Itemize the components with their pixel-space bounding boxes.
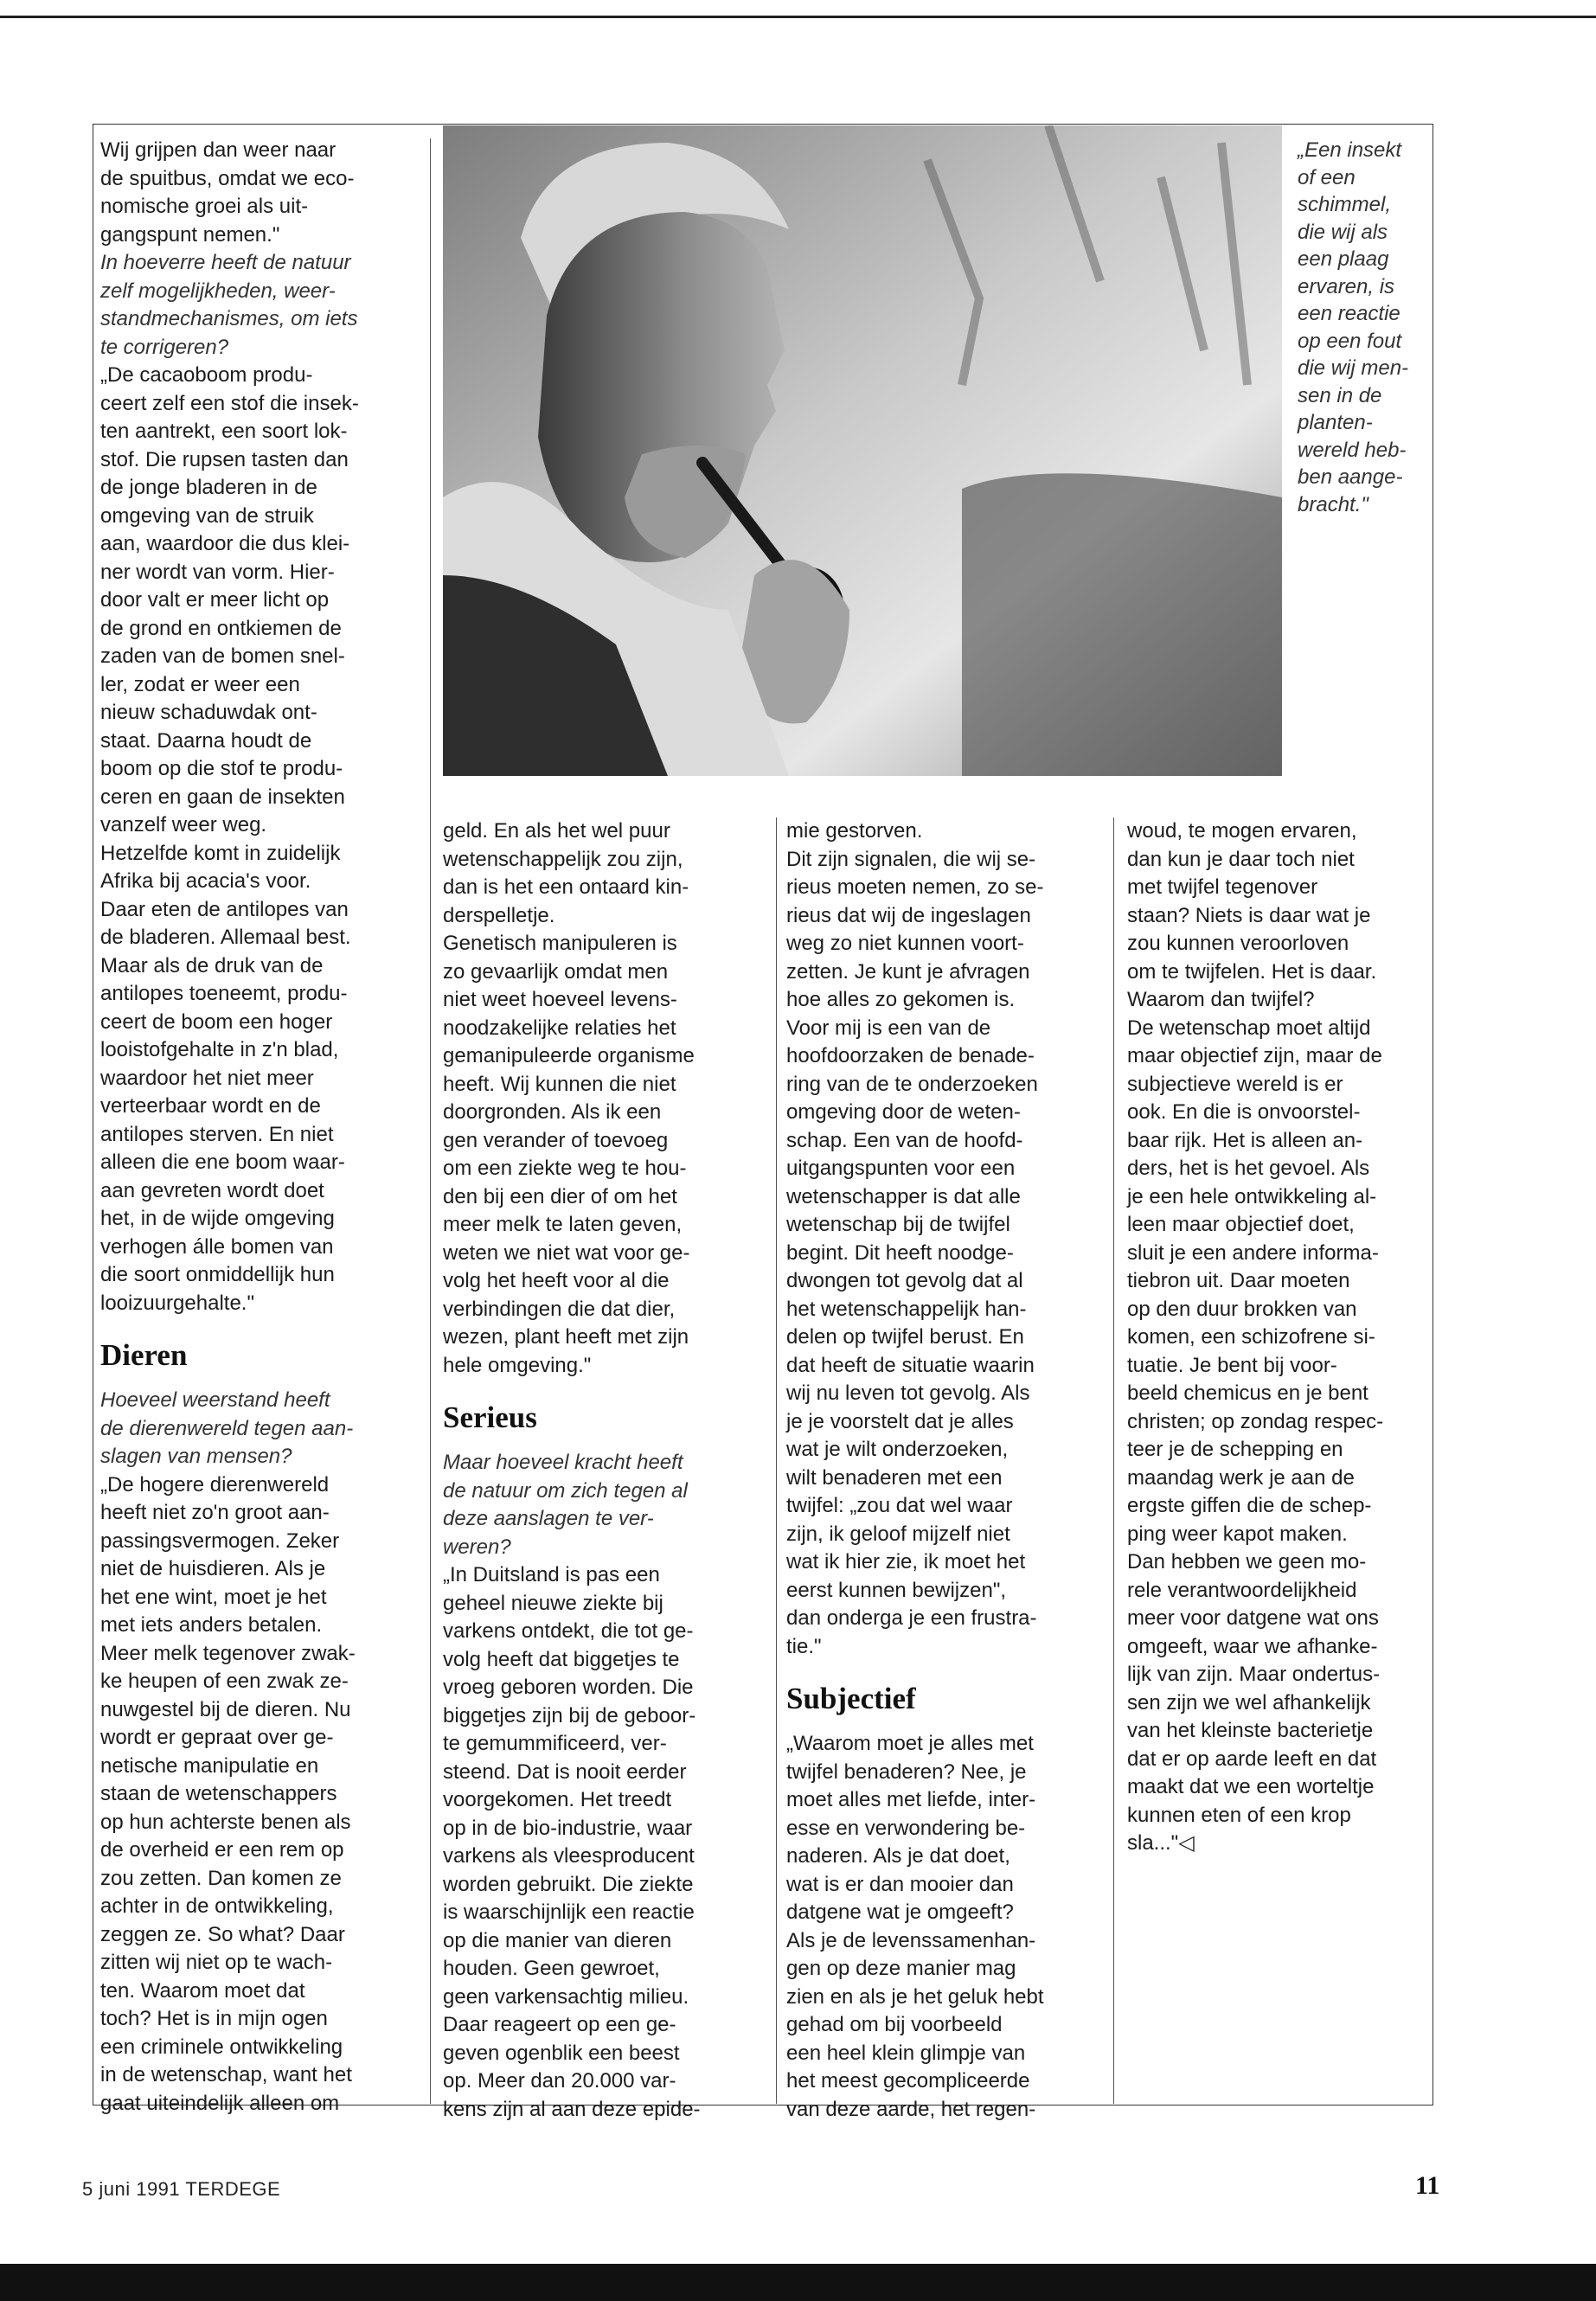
text-line: je een hele ontwikkeling al-: [1127, 1184, 1377, 1208]
text-line: het ene wint, moet je het: [100, 1585, 327, 1609]
text-line: wordt er gepraat over ge-: [100, 1726, 334, 1749]
text-line: gen op deze manier mag: [786, 1957, 1016, 1980]
text-line: vanzelf weer weg.: [100, 813, 267, 836]
text-line: volg heeft dat biggetjes te: [443, 1647, 680, 1671]
text-line: naderen. Als je dat doet,: [786, 1844, 1010, 1868]
text-line: de bladeren. Allemaal best.: [100, 926, 351, 949]
pull-quote: [1298, 137, 1427, 518]
text-line: „Waarom moet je alles met: [786, 1732, 1034, 1755]
text-line: noodzakelijke relaties het: [443, 1016, 676, 1040]
text-line: meer melk te laten geven,: [443, 1213, 683, 1236]
text-line: hoofdoorzaken de benade-: [786, 1044, 1035, 1067]
text-line: ten aantrekt, een soort lok-: [100, 420, 348, 443]
text-line: derspelletje.: [443, 903, 555, 927]
text-line: gemanipuleerde organisme: [443, 1044, 695, 1067]
text-line: Waarom dan twijfel?: [1127, 988, 1315, 1011]
text-line: Meer melk tegenover zwak-: [100, 1641, 356, 1665]
text-line: verbindingen die dat dier,: [443, 1297, 676, 1321]
text-line: het, in de wijde omgeving: [100, 1207, 335, 1230]
text-line: ceren en gaan de insekten: [100, 785, 345, 809]
text-line: ring van de te onderzoeken: [786, 1072, 1038, 1096]
text-line: begint. Dit heeft noodge-: [786, 1240, 1014, 1265]
text-line: dwongen tot gevolg dat al: [786, 1269, 1023, 1292]
text-line: baar rijk. Het is alleen an-: [1127, 1128, 1363, 1152]
text-line: moet alles met liefde, inter-: [786, 1788, 1036, 1811]
text-line: nomische groei als uit-: [100, 195, 309, 218]
text-line: volg het heeft voor al die: [443, 1269, 670, 1292]
text-line: tie.": [786, 1634, 822, 1658]
text-line: dan is het een ontaard kin-: [443, 875, 689, 899]
text-line: niet weet hoeveel levens-: [443, 988, 677, 1011]
text-line: lijk van zijn. Maar ondertus-: [1127, 1663, 1381, 1686]
text-line: de jonge bladeren in de: [100, 476, 317, 499]
text-line: ceert zelf een stof die insek-: [100, 391, 359, 415]
text-line: gaat uiteindelijk alleen om: [100, 2091, 340, 2115]
text-line: vroeg geboren worden. Die: [443, 1676, 694, 1699]
text-line: een criminele ontwikkeling: [100, 2035, 343, 2059]
text-line: schap. Een van de hoofd-: [786, 1128, 1023, 1152]
text-line: zijn, ik geloof mijzelf niet: [786, 1522, 1010, 1546]
text-line: maandag werk je aan de: [1127, 1465, 1355, 1490]
text-line: maar objectief zijn, maar de: [1127, 1044, 1382, 1067]
text-line: voorgekomen. Het treedt: [443, 1788, 672, 1811]
column-rule: [430, 138, 431, 2104]
text-line: hoe alles zo gekomen is.: [786, 988, 1016, 1011]
column-3: [786, 817, 1044, 2124]
text-line: Daar eten de antilopes van: [100, 897, 349, 921]
text-line: dat heeft de situatie waarin: [786, 1353, 1035, 1377]
text-line: ceert de boom een hoger: [100, 1009, 333, 1034]
section-heading: Dieren: [100, 1338, 188, 1372]
pull-quote-line: een reactie: [1298, 302, 1401, 325]
text-line: uitgangspunten voor een: [786, 1157, 1016, 1180]
text-line: eerst kunnen bewijzen",: [786, 1578, 1007, 1602]
italic-line: weren?: [443, 1535, 511, 1559]
text-line: zitten wij niet op te wach-: [100, 1951, 333, 1974]
text-line: verteerbaar wordt en de: [100, 1094, 321, 1118]
text-line: wat is er dan mooier dan: [786, 1872, 1014, 1896]
column-2: [443, 817, 701, 2124]
text-line: omgeving door de weten-: [786, 1100, 1021, 1124]
text-line: rieus moeten nemen, zo se-: [786, 875, 1044, 899]
pull-quote-line: sen in de: [1298, 383, 1382, 407]
text-line: te gemummificeerd, ver-: [443, 1732, 667, 1755]
text-line: meer voor datgene wat ons: [1127, 1606, 1379, 1630]
text-line: doorgronden. Als ik een: [443, 1100, 662, 1124]
text-line: een heel klein glimpje van: [786, 2041, 1026, 2065]
text-line: het wetenschappelijk han-: [786, 1297, 1027, 1321]
text-line: woud, te mogen ervaren,: [1127, 819, 1357, 843]
text-line: rieus dat wij de ingeslagen: [786, 903, 1031, 927]
text-line: nuwgestel bij de dieren. Nu: [100, 1697, 351, 1721]
text-line: met iets anders betalen.: [100, 1613, 323, 1637]
text-line: dan kun je daar toch niet: [1127, 847, 1355, 871]
text-line: twijfel benaderen? Nee, je: [786, 1759, 1027, 1784]
text-line: rele verantwoordelijkheid: [1127, 1578, 1357, 1602]
text-line: om te twijfelen. Het is daar.: [1127, 959, 1377, 984]
text-line: antilopes sterven. En niet: [100, 1122, 334, 1146]
italic-line: slagen van mensen?: [100, 1445, 292, 1468]
text-line: de overheid er een rem op: [100, 1838, 344, 1862]
text-line: zo gevaarlijk omdat men: [443, 959, 669, 984]
text-line: toch? Het is in mijn ogen: [100, 2007, 328, 2030]
text-line: netische manipulatie en: [100, 1753, 319, 1778]
text-line: sen zijn we wel afhankelijk: [1127, 1690, 1371, 1715]
text-line: geld. En als het wel puur: [443, 819, 670, 843]
text-line: stof. Die rupsen tasten dan: [100, 447, 349, 471]
text-line: wetenschappelijk zou zijn,: [443, 847, 683, 871]
text-line: steend. Dat is nooit eerder: [443, 1759, 687, 1784]
text-line: kunnen eten of een krop: [1127, 1803, 1351, 1827]
text-line: varkens als vleesproducent: [443, 1844, 695, 1868]
text-line: varkens ontdekt, die tot ge-: [443, 1619, 694, 1643]
bottom-bar: [0, 2264, 1596, 2301]
section-heading: Subjectief: [786, 1682, 916, 1715]
text-line: met twijfel tegenover: [1127, 875, 1318, 899]
text-line: „De cacaoboom produ-: [100, 363, 313, 387]
text-line: tiebron uit. Daar moeten: [1127, 1269, 1350, 1292]
pull-quote-line: planten-: [1298, 411, 1373, 434]
text-line: omgeving van de struik: [100, 503, 314, 528]
text-line: passingsvermogen. Zeker: [100, 1529, 340, 1553]
text-line: zaden van de bomen snel-: [100, 644, 345, 668]
text-line: biggetjes zijn bij de geboor-: [443, 1703, 696, 1727]
text-line: op die manier van dieren: [443, 1928, 672, 1952]
text-line: op hun achterste benen als: [100, 1810, 351, 1834]
text-line: van het kleinste bacterietje: [1127, 1719, 1374, 1742]
text-line: waardoor het niet meer: [100, 1066, 314, 1090]
text-line: zeggen ze. So what? Daar: [100, 1922, 345, 1946]
text-line: zou kunnen veroorloven: [1127, 932, 1349, 955]
text-line: Afrika bij acacia's voor.: [100, 869, 311, 893]
text-line: geen varkensachtig milieu.: [443, 1984, 689, 2009]
text-line: sluit je een andere informa-: [1127, 1240, 1379, 1265]
text-line: op in de bio-industrie, waar: [443, 1816, 693, 1840]
text-line: leen maar objectief doet,: [1127, 1213, 1355, 1236]
text-line: Daar reageert op een ge-: [443, 2013, 676, 2036]
text-line: komen, een schizofrene si-: [1127, 1325, 1375, 1349]
text-line: op. Meer dan 20.000 var-: [443, 2069, 676, 2093]
pull-quote-line: ben aange-: [1298, 465, 1403, 489]
text-line: Hetzelfde komt in zuidelijk: [100, 841, 341, 865]
text-line: om een ziekte weg te hou-: [443, 1157, 687, 1180]
text-line: ler, zodat er weer een: [100, 672, 300, 696]
text-line: maakt dat we een worteltje: [1127, 1775, 1375, 1798]
text-line: dan onderga je een frustra-: [786, 1606, 1037, 1630]
text-line: ook. En die is onvoorstel-: [1127, 1100, 1361, 1124]
text-line: wij nu leven tot gevolg. Als: [786, 1381, 1030, 1405]
text-line: nieuw schaduwdak ont-: [100, 701, 317, 724]
text-line: „In Duitsland is pas een: [443, 1563, 660, 1586]
text-line: Voor mij is een van de: [786, 1016, 991, 1040]
text-line: tuatie. Je bent bij voor-: [1127, 1353, 1337, 1377]
text-line: teer je de schepping en: [1127, 1438, 1343, 1461]
text-line: sla..."◁: [1127, 1831, 1195, 1855]
text-line: wetenschap bij de twijfel: [786, 1213, 1010, 1236]
text-line: ke heupen of een zwak ze-: [100, 1670, 349, 1693]
text-line: beeld chemicus en je bent: [1127, 1381, 1368, 1405]
text-line: in de wetenschap, want het: [100, 2063, 352, 2086]
italic-line: deze aanslagen te ver-: [443, 1507, 654, 1530]
text-line: ping weer kapot maken.: [1127, 1522, 1348, 1546]
text-line: gen verander of toevoeg: [443, 1128, 669, 1152]
pull-quote-line: bracht.": [1298, 492, 1368, 516]
text-line: dat er op aarde leeft en dat: [1127, 1747, 1377, 1771]
italic-line: de dierenwereld tegen aan-: [100, 1416, 354, 1440]
italic-line: de natuur om zich tegen al: [443, 1478, 688, 1503]
text-line: den bij een dier of om het: [443, 1184, 677, 1208]
text-line: alleen die ene boom waar-: [100, 1150, 345, 1174]
text-line: wilt benaderen met een: [786, 1465, 1003, 1490]
pull-quote-line: een plaag: [1298, 247, 1389, 271]
text-line: zetten. Je kunt je afvragen: [786, 959, 1030, 984]
italic-line: zelf mogelijkheden, weer-: [100, 279, 336, 303]
text-line: ders, het is het gevoel. Als: [1127, 1157, 1370, 1180]
pull-quote-line: die wij men-: [1298, 356, 1409, 380]
text-line: zou zetten. Dan komen ze: [100, 1866, 342, 1890]
text-line: ten. Waarom moet dat: [100, 1978, 305, 2003]
pull-quote-line: op een fout: [1298, 329, 1402, 353]
text-line: houden. Geen gewroet,: [443, 1957, 660, 1980]
column-rule: [776, 817, 777, 2104]
text-line: gehad om bij voorbeeld: [786, 2013, 1003, 2036]
text-line: christen; op zondag respec-: [1127, 1409, 1384, 1433]
text-line: looizuurgehalte.": [100, 1291, 254, 1315]
text-line: staat. Daarna houdt de: [100, 728, 312, 753]
top-rule: [0, 16, 1596, 18]
italic-line: In hoeverre heeft de natuur: [100, 251, 351, 274]
text-line: wezen, plant heeft met zijn: [443, 1325, 689, 1349]
text-line: is waarschijnlijk een reactie: [443, 1900, 695, 1924]
text-line: hele omgeving.": [443, 1353, 592, 1377]
text-line: Als je de levenssamenhan-: [786, 1928, 1036, 1952]
text-line: verhogen álle bomen van: [100, 1234, 334, 1259]
italic-line: standmechanismes, om iets: [100, 307, 358, 330]
text-line: subjectieve wereld is er: [1127, 1072, 1343, 1096]
text-line: wetenschapper is dat alle: [786, 1184, 1021, 1208]
text-line: zien en als je het geluk hebt: [786, 1984, 1044, 2009]
text-line: de grond en ontkiemen de: [100, 616, 342, 640]
text-line: De wetenschap moet altijd: [1127, 1016, 1371, 1040]
text-line: kens zijn al aan deze epide-: [443, 2097, 701, 2121]
italic-line: Maar hoeveel kracht heeft: [443, 1451, 683, 1474]
text-line: geven ogenblik een beest: [443, 2041, 680, 2065]
pull-quote-line: die wij als: [1298, 220, 1388, 244]
footer-date-magazine: 5 juni 1991 TERDEGE: [82, 2178, 281, 2200]
text-line: op den duur brokken van: [1127, 1297, 1357, 1321]
text-line: boom op die stof te produ-: [100, 757, 343, 780]
italic-line: te corrigeren?: [100, 335, 229, 359]
pull-quote-line: „Een insekt: [1298, 138, 1402, 162]
text-line: datgene wat je omgeeft?: [786, 1900, 1014, 1924]
text-line: staan de wetenschappers: [100, 1782, 337, 1805]
text-line: omgeeft, waar we afhanke-: [1127, 1634, 1378, 1658]
pull-quote-line: wereld heb-: [1298, 438, 1407, 462]
text-line: heeft. Wij kunnen die niet: [443, 1072, 676, 1096]
text-line: je je voorstelt dat je alles: [786, 1409, 1014, 1433]
text-line: wat je wilt onderzoeken,: [786, 1438, 1009, 1461]
text-line: gangspunt nemen.": [100, 222, 280, 247]
text-line: van deze aarde, het regen-: [786, 2097, 1036, 2121]
text-line: ner wordt van vorm. Hier-: [100, 560, 335, 584]
portrait-photo: [443, 125, 1282, 776]
text-line: wat ik hier zie, ik moet het: [786, 1550, 1026, 1574]
text-line: worden gebruikt. Die ziekte: [443, 1872, 694, 1896]
italic-line: Hoeveel weerstand heeft: [100, 1388, 330, 1412]
section-heading: Serieus: [443, 1400, 537, 1434]
pull-quote-line: ervaren, is: [1298, 274, 1395, 298]
text-line: ergste giffen die de schep-: [1127, 1494, 1372, 1517]
text-line: weg zo niet kunnen voort-: [786, 932, 1024, 955]
text-line: heeft niet zo'n groot aan-: [100, 1501, 330, 1524]
pull-quote-line: schimmel,: [1298, 193, 1392, 216]
text-line: delen op twijfel berust. En: [786, 1325, 1024, 1349]
text-line: twijfel: „zou dat wel waar: [786, 1494, 1013, 1517]
text-line: niet de huisdieren. Als je: [100, 1557, 326, 1580]
text-line: Genetisch manipuleren is: [443, 932, 677, 955]
text-line: de spuitbus, omdat we eco-: [100, 166, 355, 190]
text-line: „De hogere dierenwereld: [100, 1472, 330, 1497]
column-rule: [1113, 817, 1114, 2104]
text-line: Dan hebben we geen mo-: [1127, 1550, 1367, 1574]
text-line: looistofgehalte in z'n blad,: [100, 1038, 339, 1061]
text-line: het meest gecompliceerde: [786, 2069, 1030, 2093]
text-line: achter in de ontwikkeling,: [100, 1894, 334, 1918]
text-line: weten we niet wat voor ge-: [443, 1240, 690, 1265]
column-1: [100, 137, 359, 2118]
page-number: 11: [1415, 2171, 1440, 2200]
text-line: antilopes toeneemt, produ-: [100, 982, 348, 1005]
text-line: staan? Niets is daar wat je: [1127, 903, 1371, 927]
pull-quote-line: of een: [1298, 165, 1356, 189]
text-line: Dit zijn signalen, die wij se-: [786, 847, 1036, 871]
column-4: [1127, 817, 1383, 1858]
text-line: mie gestorven.: [786, 819, 923, 843]
text-line: die soort onmiddellijk hun: [100, 1263, 335, 1286]
text-line: aan gevreten wordt doet: [100, 1178, 324, 1202]
text-line: door valt er meer licht op: [100, 588, 330, 612]
text-line: esse en verwondering be-: [786, 1816, 1026, 1840]
text-line: geheel nieuwe ziekte bij: [443, 1591, 663, 1615]
text-line: Maar als de druk van de: [100, 953, 324, 977]
text-line: Wij grijpen dan weer naar: [100, 138, 337, 162]
text-line: aan, waardoor die dus klei-: [100, 532, 350, 555]
